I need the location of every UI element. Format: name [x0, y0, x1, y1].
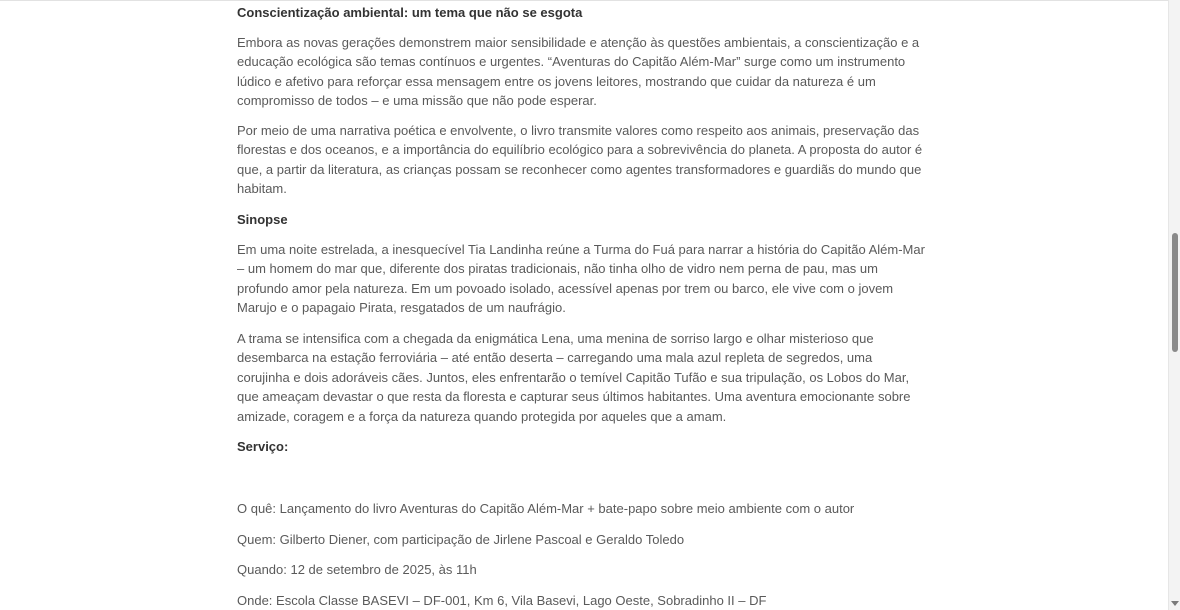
service-where: Onde: Escola Classe BASEVI – DF-001, Km 6, Vila Basevi, Lago Oeste, Sobradinho II – DF [237, 593, 767, 608]
paragraph-synopsis-1: Em uma noite estrelada, a inesquecível Tia Landinha reúne a Turma do Fuá para narrar a história do Capitão Além-Mar – um homem do mar que, diferente dos piratas tradicionais, não tinha olho de vidro nem perna de pau, mas um profundo amor pela natureza. Em um povoado isolado, acessível apenas por trem ou barco, ele vive com o jovem Marujo e o papagaio Pirata, resgatados de um naufrágio. [237, 242, 925, 316]
section-heading-awareness: Conscientização ambiental: um tema que não se esgota [237, 5, 583, 20]
paragraph-awareness-1: Embora as novas gerações demonstrem maior sensibilidade e atenção às questões ambientais, a conscientização e a educação ecológica são temas contínuos e urgentes. “Aventuras do Capitão Além-Mar” surge como um instrumento lúdico e afetivo para reforçar essa mensagem entre os jovens leitores, mostrando que cuidar da natureza é um compromisso de todos – e uma missão que não pode esperar. [237, 35, 920, 109]
section-heading-service: Serviço: [237, 439, 289, 454]
vertical-scrollbar[interactable] [1168, 0, 1180, 610]
service-when: Quando: 12 de setembro de 2025, às 11h [237, 562, 477, 577]
scrollbar-thumb[interactable] [1172, 233, 1178, 352]
service-what: O quê: Lançamento do livro Aventuras do Capitão Além-Mar + bate-papo sobre meio ambiente com o autor [237, 501, 855, 516]
service-who: Quem: Gilberto Diener, com participação de Jirlene Pascoal e Geraldo Toledo [237, 532, 685, 547]
paragraph-awareness-2: Por meio de uma narrativa poética e envolvente, o livro transmite valores como respeito aos animais, preservação das florestas e dos oceanos, e a importância do equilíbrio ecológico para a sobrevivência do planeta. A proposta do autor é que, a partir da literatura, as crianças possam se reconhecer como agentes transformadores e guardiãs do mundo que habitam. [237, 123, 923, 197]
chevron-down-icon[interactable] [1171, 601, 1179, 606]
top-divider [0, 0, 1168, 1]
paragraph-synopsis-2: A trama se intensifica com a chegada da enigmática Lena, uma menina de sorriso largo e olhar misterioso que desembarca na estação ferroviária – até então deserta – carregando uma mala azul repleta de segredos, uma corujinha e dois adoráveis cães. Juntos, eles enfrentarão o temível Capitão Tufão e sua tripulação, os Lobos do Mar, que ameaçam devastar o que resta da floresta e capturar seus últimos habitantes. Uma aventura emocionante sobre amizade, coragem e a força da natureza quando protegida por aqueles que a amam. [237, 331, 911, 424]
section-heading-synopsis: Sinopse [237, 212, 288, 227]
